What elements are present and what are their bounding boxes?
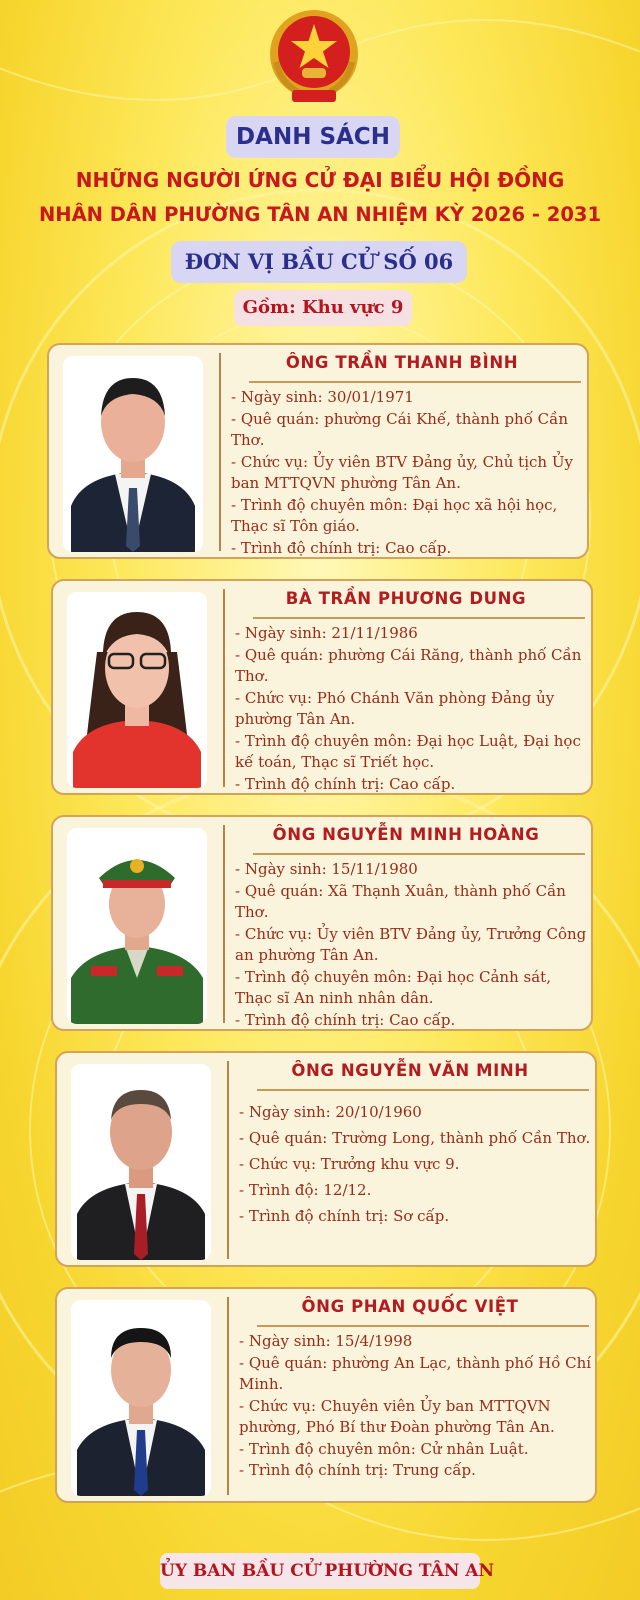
name-underline <box>257 1089 589 1091</box>
area-label: Gồm: Khu vực 9 <box>234 290 412 326</box>
candidate-card <box>55 1051 597 1267</box>
candidate-name: ÔNG NGUYỄN VĂN MINH <box>291 1061 529 1080</box>
headline-line-2: NHÂN DÂN PHƯỜNG TÂN AN NHIỆM KỲ 2026 - 2031 <box>38 203 602 226</box>
position: - Chức vụ: Phó Chánh Văn phòng Đảng ủy phường Tân An. <box>235 688 555 728</box>
political-level: - Trình độ chính trị: Sơ cấp. <box>239 1207 450 1225</box>
candidate-info <box>239 1331 593 1482</box>
page-title: DANH SÁCH <box>226 116 400 158</box>
education: - Trình độ chuyên môn: Cử nhân Luật. <box>239 1439 529 1458</box>
education: - Trình độ chuyên môn: Đại học xã hội học, Thạc sĩ Tôn giáo. <box>231 495 558 535</box>
candidate-name: BÀ TRẦN PHƯƠNG DUNG <box>285 589 527 608</box>
candidate-photo <box>63 356 203 552</box>
divider <box>227 1061 229 1259</box>
education: - Trình độ chuyên môn: Đại học Cảnh sát, Thạc sĩ An ninh nhân dân. <box>235 967 551 1007</box>
birth-date: - Ngày sinh: 20/10/1960 <box>239 1103 422 1121</box>
education: - Trình độ: 12/12. <box>239 1181 372 1199</box>
candidate-info <box>235 859 589 1031</box>
birth-date: - Ngày sinh: 15/11/1980 <box>235 860 418 878</box>
national-emblem-icon <box>262 4 366 108</box>
political-level: - Trình độ chính trị: Cao cấp. <box>231 538 452 557</box>
footer-committee: ỦY BAN BẦU CỬ PHƯỜNG TÂN AN <box>160 1553 480 1589</box>
divider <box>219 353 221 551</box>
candidate-card <box>55 1287 597 1503</box>
candidate-card <box>47 343 589 559</box>
candidate-card <box>51 579 593 795</box>
candidate-info <box>239 1099 593 1229</box>
candidate-card <box>51 815 593 1031</box>
political-level: - Trình độ chính trị: Trung cấp. <box>239 1461 476 1479</box>
hometown: - Quê quán: Trường Long, thành phố Cần Thơ. <box>239 1129 591 1147</box>
candidate-name: ÔNG NGUYỄN MINH HOÀNG <box>272 825 540 844</box>
candidate-photo <box>67 828 207 1024</box>
education: - Trình độ chuyên môn: Đại học Luật, Đại học kế toán, Thạc sĩ Triết học. <box>235 731 581 771</box>
divider <box>227 1297 229 1495</box>
candidate-photo <box>67 592 207 788</box>
name-underline <box>253 617 585 619</box>
candidate-photo <box>71 1300 211 1496</box>
hometown: - Quê quán: phường Cái Răng, thành phố Cần Thơ. <box>235 645 582 685</box>
headline-line-1: NHỮNG NGƯỜI ỨNG CỬ ĐẠI BIỂU HỘI ĐỒNG <box>75 168 565 192</box>
hometown: - Quê quán: phường Cái Khế, thành phố Cần Thơ. <box>231 409 568 449</box>
birth-date: - Ngày sinh: 15/4/1998 <box>239 1332 413 1350</box>
hometown: - Quê quán: phường An Lạc, thành phố Hồ Chí Minh. <box>239 1353 592 1393</box>
divider <box>223 589 225 787</box>
candidate-info <box>231 387 585 559</box>
name-underline <box>257 1325 589 1327</box>
candidate-name: ÔNG PHAN QUỐC VIỆT <box>301 1297 519 1316</box>
position: - Chức vụ: Trưởng khu vực 9. <box>239 1155 460 1173</box>
divider <box>223 825 225 1023</box>
name-underline <box>249 381 581 383</box>
birth-date: - Ngày sinh: 30/01/1971 <box>231 388 414 406</box>
birth-date: - Ngày sinh: 21/11/1986 <box>235 624 418 642</box>
name-underline <box>253 853 585 855</box>
position: - Chức vụ: Ủy viên BTV Đảng ủy, Trưởng Công an phường Tân An. <box>235 924 587 964</box>
hometown: - Quê quán: Xã Thạnh Xuân, thành phố Cần Thơ. <box>235 881 566 921</box>
position: - Chức vụ: Ủy viên BTV Đảng ủy, Chủ tịch Ủy ban MTTQVN phường Tân An. <box>231 452 573 492</box>
election-unit-title: ĐƠN VỊ BẦU CỬ SỐ 06 <box>171 241 467 283</box>
candidate-photo <box>71 1064 211 1260</box>
political-level: - Trình độ chính trị: Cao cấp. <box>235 1010 456 1029</box>
candidate-info <box>235 623 589 795</box>
candidate-name: ÔNG TRẦN THANH BÌNH <box>285 353 519 372</box>
position: - Chức vụ: Chuyên viên Ủy ban MTTQVN phường, Phó Bí thư Đoàn phường Tân An. <box>239 1396 555 1436</box>
political-level: - Trình độ chính trị: Cao cấp. <box>235 774 456 793</box>
